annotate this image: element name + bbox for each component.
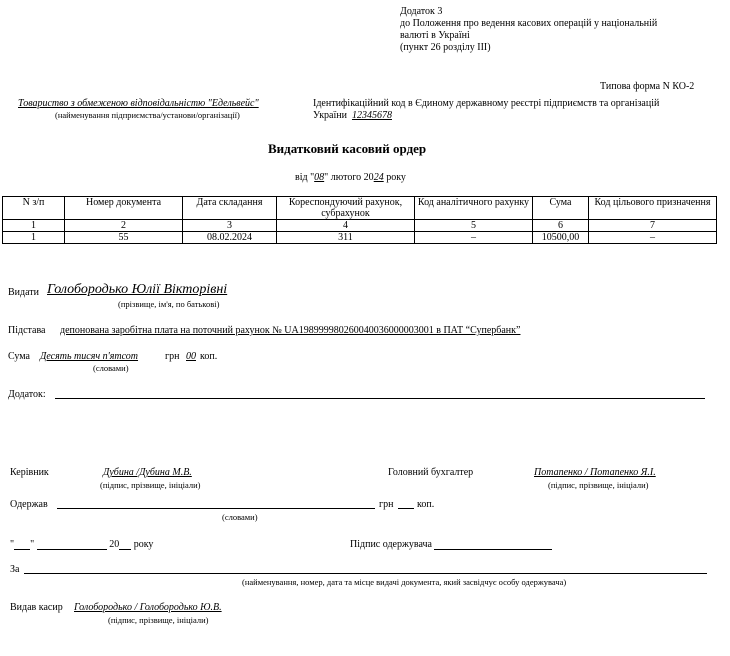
cashier-signature: Голобородько / Голобородько Ю.В. — [74, 602, 222, 613]
company-name: Товариство з обмеженою відповідальністю "Едельвейс" — [18, 98, 259, 109]
received-grn: грн — [379, 499, 394, 510]
basis-text: депонована заробітна плата на поточний рахунок № UA198999980260040036000003001 в ПАТ “Супербанк” — [60, 325, 521, 336]
received-label: Одержав — [10, 499, 48, 510]
doc-date-year: 24 — [373, 172, 384, 183]
issue-label: Видати — [8, 287, 40, 298]
table-number-cell: 4 — [277, 220, 415, 232]
company-id-label-line2: України — [313, 110, 347, 121]
cashier-caption: (підпис, прізвище, ініціали) — [108, 615, 209, 625]
doc-date — [295, 172, 406, 183]
doc-date-suffix: року — [383, 172, 406, 183]
table-header-row — [3, 197, 717, 220]
table-cell: 311 — [277, 232, 415, 244]
table-number-cell: 2 — [65, 220, 183, 232]
chief-accountant-caption: (підпис, прізвище, ініціали) — [548, 480, 649, 490]
table-header-cell: Номер документа — [65, 197, 183, 220]
company-id-block — [313, 98, 659, 122]
recipient-signature-line — [434, 538, 552, 550]
doc-date-prefix: від " — [295, 172, 315, 183]
table-cell: – — [415, 232, 533, 244]
basis-label: Підстава — [8, 325, 46, 336]
table-header-cell: Сума — [533, 197, 589, 220]
table-number-cell: 5 — [415, 220, 533, 232]
amount-caption: (словами) — [93, 363, 129, 373]
receipt-date-quote-close: " — [30, 539, 35, 550]
table-row — [3, 232, 717, 244]
receipt-date — [10, 538, 153, 550]
table-header-cell: Код аналітичного рахунку — [415, 197, 533, 220]
company-id-code: 12345678 — [351, 110, 392, 121]
header-note-line3: валюті в Україні — [400, 30, 470, 41]
amount-kop-value: 00 — [186, 351, 196, 362]
table-cell: 55 — [65, 232, 183, 244]
table-cell: 10500,00 — [533, 232, 589, 244]
header-note — [400, 6, 657, 54]
table-header-cell: Код цільового призначення — [589, 197, 717, 220]
header-note-line1: Додаток 3 — [400, 6, 443, 17]
received-words-line — [57, 508, 375, 509]
chief-accountant-signature: Потапенко / Потапенко Я.І. — [534, 467, 656, 478]
page-title: Видатковий касовий ордер — [268, 141, 427, 156]
table-number-row — [3, 220, 717, 232]
form-type: Типова форма N КО-2 — [600, 81, 695, 92]
head-caption: (підпис, прізвище, ініціали) — [100, 480, 201, 490]
amount-label: Сума — [8, 351, 30, 362]
issue-caption: (прізвище, ім'я, по батькові) — [118, 299, 220, 309]
head-signature: Дубина /Дубина М.В. — [103, 467, 192, 478]
received-caption: (словами) — [222, 512, 258, 522]
receipt-date-century: 20 — [109, 539, 120, 550]
recipient-signature — [350, 538, 552, 550]
table-cell: – — [589, 232, 717, 244]
table-header-cell: Дата складання — [183, 197, 277, 220]
amount-kop: коп. — [200, 351, 218, 362]
id-document-line — [24, 573, 707, 574]
table-number-cell: 1 — [3, 220, 65, 232]
receipt-date-month-line — [37, 538, 107, 550]
receipt-date-year-line — [119, 538, 131, 550]
receipt-date-year-word: року — [133, 539, 154, 550]
doc-date-mid: " лютого 20 — [324, 172, 374, 183]
header-note-line2: до Положення про ведення касових операцій у національній — [400, 18, 658, 29]
table-number-cell: 7 — [589, 220, 717, 232]
table-number-cell: 3 — [183, 220, 277, 232]
receipt-date-day-line — [14, 538, 30, 550]
appendix-label: Додаток: — [8, 389, 46, 400]
head-label: Керівник — [10, 467, 49, 478]
table-cell: 08.02.2024 — [183, 232, 277, 244]
chief-accountant-label: Головний бухгалтер — [388, 467, 474, 478]
received-kop-line — [398, 508, 414, 509]
receipt-date-quote-open: " — [10, 539, 15, 550]
id-document-caption: (найменування, номер, дата та місце видачі документа, який засвідчує особу одержувача) — [242, 577, 567, 587]
order-table — [2, 196, 717, 244]
company-id-label-line1: Ідентифікаційний код в Єдиному державному реєстрі підприємств та організацій — [313, 98, 660, 109]
doc-date-day: 08 — [314, 172, 325, 183]
appendix-line — [55, 398, 705, 399]
table-number-cell: 6 — [533, 220, 589, 232]
table-header-cell: Кореспондуючий рахунок, субрахунок — [277, 197, 415, 220]
table-header-cell: N з/п — [3, 197, 65, 220]
cashier-label: Видав касир — [10, 602, 63, 613]
id-document-label: За — [10, 564, 20, 575]
issue-recipient: Голобородько Юлії Вікторівні — [47, 282, 228, 297]
amount-words: Десять тисяч п'ятсот — [40, 351, 139, 362]
received-kop: коп. — [417, 499, 435, 510]
company-caption: (найменування підприємства/установи/організації) — [55, 110, 240, 120]
header-note-line4: (пункт 26 розділу ІІІ) — [400, 42, 491, 53]
amount-grn: грн — [165, 351, 180, 362]
recipient-signature-label: Підпис одержувача — [350, 539, 432, 550]
table-cell: 1 — [3, 232, 65, 244]
